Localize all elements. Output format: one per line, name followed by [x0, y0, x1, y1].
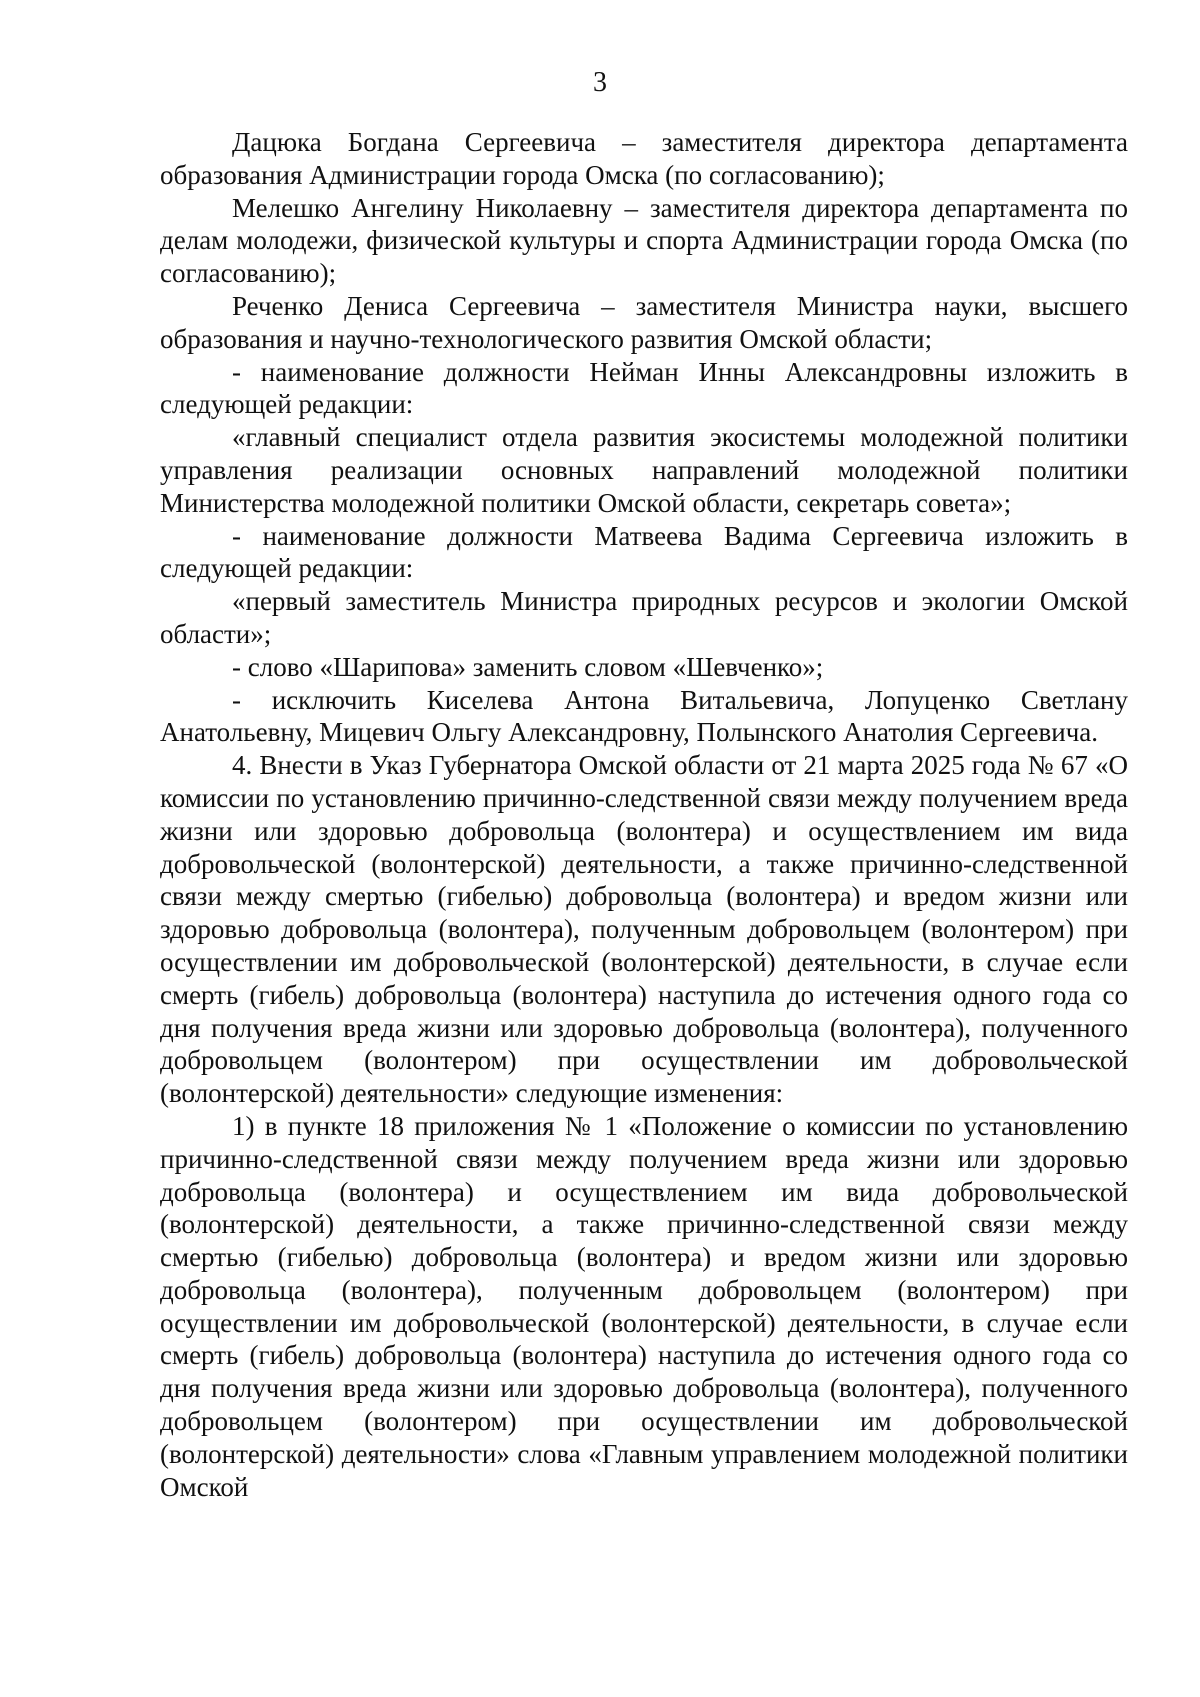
paragraph-item-4: 4. Внести в Указ Губернатора Омской области от 21 марта 2025 года № 67 «О комиссии по установлению причинно-следственной связи между получением вреда жизни или здоровью добровольца (волонтера) и осуществлением им вида добровольческой (волонтерской) деятельности, а также причинно-следственной связи между смертью (гибелью) добровольца (волонтера) и вредом жизни или здоровью добровольца (волонтера), полученным добровольцем (волонтером) при осуществлении им добровольческой (волонтерской) деятельности, в случае если смерть (гибель) добровольца (волонтера) наступила до истечения одного года со дня получения вреда жизни или здоровью добровольца (волонтера), полученного добровольцем (волонтером) при осуществлении им добровольческой (волонтерской) деятельности» следующие изменения:	[160, 750, 1128, 1109]
page-number: 3	[593, 67, 607, 98]
paragraph-meleshko: Мелешко Ангелину Николаевну – заместителя директора департамента по делам молодежи, физической культуры и спорта Администрации города Омска (по согласованию);	[160, 192, 1128, 289]
paragraph-subitem-1: 1) в пункте 18 приложения № 1 «Положение о комиссии по установлению причинно-следственной связи между получением вреда жизни или здоровью добровольца (волонтера) и осуществлением им вида добровольческой (волонтерской) деятельности, а также причинно-следственной связи между смертью (гибелью) добровольца (волонтера) и вредом жизни или здоровью добровольца (волонтера), полученным добровольцем (волонтером) при осуществлении им добровольческой (волонтерской) деятельности, в случае если смерть (гибель) добровольца (волонтера) наступила до истечения одного года со дня получения вреда жизни или здоровью добровольца (волонтера), полученного добровольцем (волонтером) при осуществлении им добровольческой (волонтерской) деятельности» слова «Главным управлением молодежной политики Омской	[160, 1110, 1128, 1502]
paragraph-neyman-new-title: «главный специалист отдела развития экосистемы молодежной политики управления реализации основных направлений молодежной политики Министерства молодежной политики Омской области, секретарь совета»;	[160, 422, 1128, 518]
paragraph-matveev-position: - наименование должности Матвеева Вадима Сергеевича изложить в следующей редакции:	[160, 520, 1128, 584]
paragraph-neyman-position: - наименование должности Нейман Инны Александровны изложить в следующей редакции:	[160, 356, 1128, 420]
paragraph-exclusion: - исключить Киселева Антона Витальевича, Лопуценко Светлану Анатольевну, Мицевич Ольгу Александровну, Полынского Анатолия Сергеевича.	[160, 684, 1128, 748]
paragraph-matveev-new-title: «первый заместитель Министра природных ресурсов и экологии Омской области»;	[160, 586, 1128, 649]
paragraph-datsyuk: Дацюка Богдана Сергеевича – заместителя директора департамента образования Администрации города Омска (по согласованию);	[160, 127, 1128, 190]
paragraph-word-replacement: - слово «Шарипова» заменить словом «Шевченко»;	[232, 651, 824, 682]
document-body	[160, 126, 1128, 1503]
paragraph-rechenko: Реченко Дениса Сергеевича – заместителя Министра науки, высшего образования и научно-технологического развития Омской области;	[160, 290, 1128, 354]
